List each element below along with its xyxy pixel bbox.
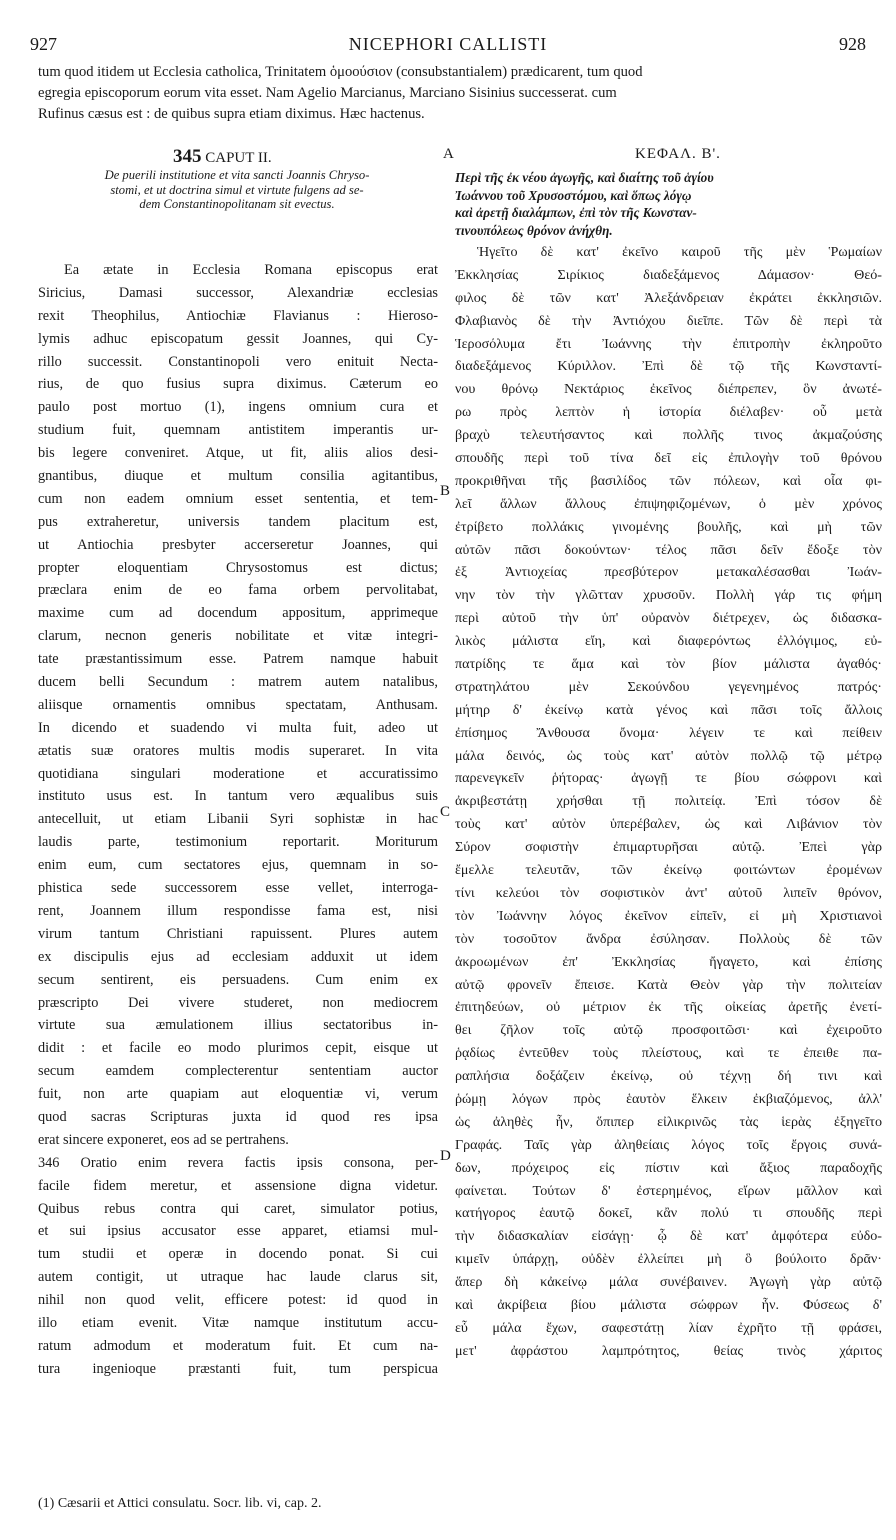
latin-line: præscripto Dei vivere studeret, non mediocrem: [38, 994, 438, 1011]
latin-line: cum non eadem omnium esset sententia, et tem-: [38, 490, 438, 507]
greek-line: φαίνεται. Τούτων δ' ἐστερημένος, εἴρων μᾶλλον καὶ: [455, 1182, 882, 1199]
greek-line: μήτηρ δ' ἐκείνῳ κατὰ γένος καὶ πᾶσι τοῖς ἄλλοις: [455, 701, 882, 718]
latin-line: secum sentirent, eis persuadens. Cum enim ex: [38, 971, 438, 988]
latin-line: virtute sua æmulationem illius sectatoribus in-: [38, 1017, 438, 1034]
caput-latin: [173, 146, 272, 168]
latin-line: rillo successit. Constantinopoli vero enituit Necta-: [38, 353, 438, 370]
greek-line: ἅπερ δὴ κἀκείνῳ μάλα συνέβαινεν. Ἀγωγὴ γὰρ αὐτῷ: [455, 1274, 882, 1291]
greek-line: τὸν Ἰωάννην λόγος ἐκεῖνον εἰπεῖν, εἰ μὴ Χριστιανοὶ: [455, 907, 882, 924]
greek-line: διαδεξάμενος Κύριλλον. Ἐπὶ δὲ τῷ τῆς Κωνσταντί-: [455, 358, 882, 375]
latin-line: propter eloquentiam Chrysostomus est dictus;: [38, 559, 438, 576]
intro-line: Rufinus cæsus est : de quibus supra etiam diximus. Hæc hactenus.: [38, 106, 425, 122]
latin-line: ut Antiochia presbyter accerseretur Joannes, qui: [38, 536, 438, 553]
latin-line: tate præstantissimum esse. Patrem namque habuit: [38, 651, 438, 668]
intro-line: egregia episcoporum eorum vita esset. Nam Agelio Marcianus, Marciano Sisinius successerat. cum: [38, 85, 617, 101]
summary-greek-line: Περὶ τῆς ἐκ νέου ἀγωγῆς, καὶ διαίτης τοῦ ἁγίου: [455, 170, 714, 185]
latin-line: ratum admodum et moderatum fuit. Et cum na-: [38, 1337, 438, 1354]
greek-line: ἀκροωμένων ἐπ' Ἐκκλησίας ἤγαγετο, καὶ ἐπίσης: [455, 953, 882, 970]
latin-line: illo etiam evenit. Vitæ namque institutum accu-: [38, 1314, 438, 1331]
latin-line: Siricius, Damasi successor, Alexandriæ ecclesias: [38, 284, 438, 301]
greek-line: Φλαβιανὸς δὲ τὴν Ἀντιόχου διεῖπε. Τῶν δὲ περὶ τὰ: [455, 312, 882, 329]
page-number-left: 927: [30, 34, 57, 54]
page-number-right: 928: [839, 34, 866, 54]
latin-line: præclara enim de eo fama orbem pervolitabat,: [38, 582, 438, 599]
summary-latin-line: stomi, et ut doctrina simul et virtute fulgens ad se-: [110, 182, 364, 197]
latin-line: gnantibus, diuque et multum consilia agitantibus,: [38, 468, 438, 485]
greek-line: καὶ ἀκρίβεια βίου μάλιστα σώφρων ἦν. Φύσεως δ': [455, 1296, 882, 1313]
greek-line: ἀκριβεστάτῃ χρήσθαι τῇ πολιτείᾳ. Ἐπὶ τόσον δὲ: [455, 793, 882, 810]
caput-latin-label: CAPUT II.: [205, 150, 272, 166]
greek-line: ραπλήσια δοξάζειν ἐκείνῳ, οὐ τέχνῃ δή τινι καὶ: [455, 1068, 882, 1085]
greek-line: Γραφάς. Ταῖς γὰρ ἀληθείαις λόγος τοῖς ἔργοις συνά-: [455, 1136, 882, 1153]
column-number-345: 345: [173, 146, 202, 167]
latin-line: quotidiana singulari moderatione et accuratissimo: [38, 765, 438, 782]
greek-line: στρατηλάτου μὲν Σεκούνδου γεγενημένος πατρός·: [455, 678, 882, 695]
greek-line: Σύρον σοφιστὴν ἐπιμαρτυρῆσαι αὐτῷ. Ἐπεὶ γὰρ: [455, 839, 882, 856]
greek-line: τὴν διδασκαλίαν εἰσάγῃ· ᾧ δὲ κατ' ἀμφότερα εὐδο-: [455, 1228, 882, 1245]
latin-line: ducem belli Secundum : matrem autem natalibus,: [38, 674, 438, 691]
greek-line: παρενεγκεῖν ῥήτορας· ἀγωγῇ τε βίου σώφρονι καὶ: [455, 770, 882, 787]
latin-line: Ea ætate in Ecclesia Romana episcopus erat: [64, 262, 438, 278]
summary-greek-line: τινουπόλεως θρόνον ἀνήχθη.: [455, 222, 613, 238]
margin-letter-b: B: [440, 483, 451, 499]
latin-line: virum tantum Christiani rapuissent. Plures autem: [38, 925, 438, 942]
greek-line: εὖ μάλα ἔχων, σαφεστάτῃ λίαν ἐχρῆτο τῇ φράσει,: [455, 1319, 882, 1336]
summary-greek-line: Ἰωάννου τοῦ Χρυσοστόμου, καὶ ὅπως λόγῳ: [455, 187, 692, 203]
latin-line: clarum, necnon generis nobilitate et vitæ integri-: [38, 628, 438, 645]
latin-column: [38, 259, 438, 1381]
latin-line: antecelluit, ut etiam Libanii Syri sophistæ in hac: [38, 811, 438, 828]
summary-latin-line: dem Constantinopolitanam sit evectus.: [139, 197, 335, 212]
greek-line: περὶ αὐτοῦ τὴν ὑπ' οὐρανὸν διέτρεχεν, ὡς διδασκα-: [455, 610, 882, 627]
margin-letter-a: A: [443, 146, 454, 162]
latin-line: ex discipulis ejus ad ecclesiam adduxit ut idem: [38, 948, 438, 965]
summary-latin-line: De puerili institutione et vita sancti Joannis Chryso-: [104, 168, 370, 182]
greek-line: λικὸς μάλιστα εἴη, καὶ διαφερόντως ἐλλόγιμος, εὐ-: [455, 633, 882, 650]
summary-greek: [455, 169, 875, 239]
greek-line: ῥώμῃ λόγων πρὸς ἑαυτὸν ἕλκειν ἐκβιαζόμενος, ἀλλ': [455, 1090, 882, 1107]
greek-line: Ἡγεῖτο δὲ κατ' ἐκεῖνο καιροῦ τῆς μὲν Ῥωμαίων: [477, 244, 882, 260]
greek-line: κιμεῖν ὑπάρχῃ, οὐδὲν ἐλλείπει μὴ ὃ βούλοιτο δρᾶν·: [455, 1251, 882, 1268]
greek-line: νην τὸν τὴν γλῶτταν χρυσοῦν. Πολλὴ γάρ τις φήμη: [455, 587, 882, 604]
greek-line: πατρίδης τε ἅμα καὶ τὸν βίον μάλιστα ἀγαθός·: [455, 656, 882, 673]
greek-line: κατήγορος ἑαυτῷ δοκεῖ, κἂν πολύ τι σπουδῆς περὶ: [455, 1205, 882, 1222]
latin-line: maxime cum ad docendum appositum, apprimeque: [38, 605, 438, 622]
running-title: NICEPHORI CALLISTI: [348, 34, 548, 54]
latin-line: rexit Theophilus, Antiochiæ Flavianus : Hieroso-: [38, 307, 438, 324]
greek-line: θει ζῆλον τοῖς αὐτῷ προσφοιτῶσι· καὶ ἐχειροῦτο: [455, 1022, 882, 1039]
latin-line: aliisque ornamentis omnibus spectatam, Anthusam.: [38, 696, 438, 713]
caput-greek: ΚΕΦΑΛ. Β'.: [635, 146, 721, 162]
greek-line: ἐπιτηδεύων, οὐ μέτριον ἐκ τῆς οἰκείας ἀρετῆς ἐνετί-: [455, 999, 882, 1016]
intro-line: tum quod itidem ut Ecclesia catholica, Trinitatem ὁμοούσιον (consubstantialem) prædicarent, tum quod: [38, 64, 643, 80]
latin-line: rent, Joannem illum respondisse fama est, nisi: [38, 902, 438, 919]
greek-line: βραχὺ τελευτήσαντος καὶ πολλῆς τινος ἀκμαζούσης: [455, 427, 882, 444]
latin-line: facile fidem meretur, et assensione digna videtur.: [38, 1177, 438, 1194]
latin-line: et sui ipsius accusator esse apparet, etiamsi mul-: [38, 1223, 438, 1240]
margin-letter-d: D: [440, 1148, 451, 1164]
latin-line: Quibus rebus contra qui caret, simulator potius,: [38, 1200, 438, 1217]
greek-column: [455, 241, 882, 1363]
greek-line: σπουδῆς περὶ τοῦ τίνα δεῖ εἰς ἐπιλογὴν τοῦ θρόνου: [455, 450, 882, 467]
greek-line: λεῖ ἄλλων ἄλλους ἐπιψηφιζομένων, ὁ μὲν χρόνος: [455, 495, 882, 512]
greek-line: αὐτῷ φρονεῖν ἔπεισε. Κατὰ Θεὸν γὰρ τὴν πολιτείαν: [455, 976, 882, 993]
greek-line: αὐτῶν πᾶσι δοκούντων· τέλος πᾶσι δεῖν ἔδοξε τὸν: [455, 541, 882, 558]
latin-line: nihil non quod velit, efficere potest: id quod in: [38, 1292, 438, 1309]
latin-line: tum studii et operæ in docendo ponat. Si cui: [38, 1246, 438, 1263]
latin-line: quod sacras Scripturas juxta id quod res ipsa: [38, 1108, 438, 1125]
latin-line: In dicendo et suadendo vi multa fuit, adeo ut: [38, 719, 438, 736]
running-head: [30, 34, 866, 56]
greek-line: ἐπίσημος Ἄνθουσα ὄνομα· λέγειν τε καὶ πείθειν: [455, 724, 882, 741]
latin-line: ætatis suæ oratores multis modis superaret. In vita: [38, 742, 438, 759]
latin-line: autem contigit, ut utraque hac laude clarus sit,: [38, 1269, 438, 1286]
summary-greek-line: καὶ ἀρετῇ διαλάμπων, ἐπὶ τὸν τῆς Κωνσταν-: [455, 205, 697, 221]
latin-line: didit : et facile eo modo plurimos cepit, eisque ut: [38, 1040, 438, 1057]
greek-line: ρω πρὸς λεπτὸν ἡ ἱστορία διέλαβεν· οὗ μετὰ: [455, 404, 882, 421]
latin-line: secum eamdem complecterentur sententiam auctor: [38, 1063, 438, 1080]
greek-line: μετ' ἀφράστου λαμπρότητος, θείας τινὸς χάριτος: [455, 1342, 882, 1359]
latin-line: instituto usus est. In tantum vero æqualibus suis: [38, 788, 438, 805]
greek-line: ἔμελλε τελευτᾶν, τῶν ἐκείνῳ φοιτώντων ἐρομένων: [455, 862, 882, 879]
greek-line: νου θρόνῳ Νεκτάριος ἐκεῖνος διέπρεπεν, ὃν ἀνωτέ-: [455, 381, 882, 398]
latin-line: laudis parte, testimonium reportarit. Moriturum: [38, 834, 438, 851]
footnote: (1) Cæsarii et Attici consulatu. Socr. lib. vi, cap. 2.: [38, 1496, 322, 1511]
latin-line: fuit, non arte quapiam aut eloquentiæ vi, verum: [38, 1086, 438, 1103]
greek-line: ἐξ Ἀντιοχείας πρεσβύτερον μετακαλέσασθαι Ἰωάν-: [455, 564, 882, 581]
latin-line: bis legere conveniret. Atque, ut fit, aliis alios desi-: [38, 445, 438, 462]
latin-line: tura ingenioque præstanti fuit, tum perspicua: [38, 1360, 438, 1377]
greek-line: φιλος δὲ τῶν κατ' Ἀλεξάνδρειαν ἐκράτει ἐκκλησιῶν.: [455, 289, 882, 306]
greek-line: Ἐκκλησίας Σιρίκιος διαδεξάμενος Δάμασον· Θεό-: [455, 266, 882, 283]
greek-line: μάλα δεινός, ὡς τοὺς κατ' αὐτὸν πολλῷ τῷ μέτρῳ: [455, 747, 882, 764]
greek-line: τίνι κελεύοι τὸν σοφιστικὸν ἀντ' αὐτοῦ λιπεῖν θρόνον,: [455, 884, 882, 901]
margin-letter-c: C: [440, 804, 451, 820]
greek-line: τοὺς κατ' αὐτὸν ὑπερέβαλεν, ὡς καὶ Λιβάνιον τὸν: [455, 816, 882, 833]
latin-line: 346 Oratio enim revera factis ipsis consona, per-: [38, 1154, 438, 1171]
latin-line: enim eum, cum sectatores ejus, quemnam in so-: [38, 857, 438, 874]
latin-line: lymis adhuc episcopatum gessit Joannes, qui Cy-: [38, 330, 438, 347]
greek-line: δων, πρόχειρος εἰς πίστιν καὶ ἄξιος παραδοχῆς: [455, 1159, 882, 1176]
latin-line: phistica sede successorem esse vellet, interroga-: [38, 880, 438, 897]
latin-line: pus extraheretur, universis tandem placitum est,: [38, 513, 438, 530]
summary-latin: [38, 168, 436, 212]
latin-line: studium fuit, quemnam antistitem imperantis ur-: [38, 422, 438, 439]
greek-line: Ἱεροσόλυμα ἔτι Ἰωάννης τὴν ἐπιτροπὴν ἐκληροῦτο: [455, 335, 882, 352]
latin-line: paulo post mortuo (1), ingens omnium cura et: [38, 399, 438, 416]
intro-paragraph: [38, 62, 880, 125]
greek-line: τὸν τοσοῦτον ἄνδρα ἐσύλησαν. Πολλοὺς δὲ τῶν: [455, 930, 882, 947]
greek-line: ὡς ἀληθὲς ἦν, ὅπιπερ εἰλικρινῶς τὰς ἱερὰς ἐξηγεῖτο: [455, 1113, 882, 1130]
greek-line: προκριθῆναι τῆς βασιλίδος τῶν πόλεων, καὶ οἷα φι-: [455, 472, 882, 489]
chapter-heading: [38, 146, 880, 166]
latin-line: erat sincere exponeret, eos ad se pertrahens.: [38, 1131, 289, 1148]
latin-line: rius, de quo fusius supra diximus. Cæterum eo: [38, 376, 438, 393]
greek-line: ῥᾳδίως ἐντεῦθεν τοὺς πλείστους, καὶ τε ἐπειθε πα-: [455, 1045, 882, 1062]
greek-line: ἐτρίβετο πολλάκις γινομένης βουλῆς, καὶ μὴ τῶν: [455, 518, 882, 535]
